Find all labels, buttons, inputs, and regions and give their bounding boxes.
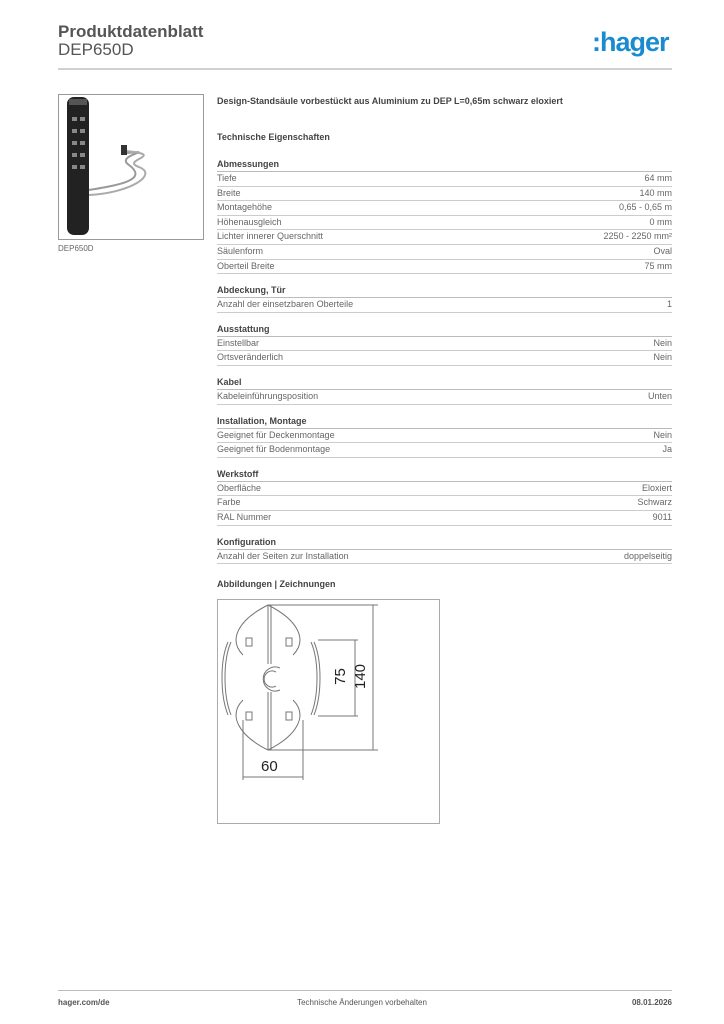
spec-row — [217, 496, 672, 511]
spec-value: Schwarz — [637, 497, 672, 508]
hager-logo: :hager — [592, 27, 669, 57]
spec-value: 2250 - 2250 mm² — [603, 231, 672, 242]
spec-sections — [217, 158, 672, 564]
spec-row — [217, 172, 672, 187]
spec-label: Ortsveränderlich — [217, 352, 284, 363]
spec-label: Oberteil Breite — [217, 260, 275, 271]
spec-label: Geeignet für Bodenmontage — [217, 444, 331, 455]
footer-website-link[interactable]: hager.com/de — [58, 998, 110, 1007]
drawings-heading: Abbildungen | Zeichnungen — [217, 579, 336, 589]
spec-row — [217, 337, 672, 352]
spec-section — [217, 468, 672, 526]
spec-row — [217, 260, 672, 275]
spec-value: doppelseitig — [623, 550, 672, 561]
section-heading: Ausstattung — [217, 323, 672, 337]
technical-drawing — [217, 599, 440, 824]
dimension-75: 75 — [331, 668, 349, 685]
spec-value: 75 mm — [644, 260, 672, 271]
spec-value: 140 mm — [639, 187, 672, 198]
spec-section — [217, 284, 672, 313]
page-title: Produktdatenblatt — [58, 22, 204, 41]
section-heading: Abmessungen — [217, 158, 672, 172]
spec-label: RAL Nummer — [217, 511, 272, 522]
product-code: DEP650D — [58, 40, 134, 59]
spec-label: Säulenform — [217, 245, 264, 256]
spec-content — [217, 96, 672, 574]
spec-section — [217, 376, 672, 405]
tech-heading: Technische Eigenschaften — [217, 132, 330, 142]
spec-value: 0 mm — [649, 216, 672, 227]
section-heading: Konfiguration — [217, 536, 672, 550]
spec-label: Geeignet für Deckenmontage — [217, 429, 335, 440]
spec-label: Oberfläche — [217, 482, 262, 493]
footer-date: 08.01.2026 — [631, 998, 672, 1007]
spec-label: Anzahl der einsetzbaren Oberteile — [217, 299, 354, 310]
spec-label: Kabeleinführungsposition — [217, 390, 319, 401]
spec-row — [217, 216, 672, 231]
spec-row — [217, 429, 672, 444]
spec-row — [217, 550, 672, 565]
dimension-60: 60 — [261, 758, 278, 775]
spec-value: 64 mm — [644, 173, 672, 183]
spec-section — [217, 323, 672, 366]
spec-label: Breite — [217, 187, 241, 198]
section-heading: Kabel — [217, 376, 672, 390]
spec-row — [217, 298, 672, 313]
spec-value: 9011 — [652, 511, 672, 522]
spec-label: Einstellbar — [217, 337, 260, 348]
spec-row — [217, 390, 672, 405]
spec-row — [217, 511, 672, 526]
spec-value: Eloxiert — [641, 482, 672, 493]
spec-row — [217, 230, 672, 245]
product-image — [58, 94, 204, 240]
spec-section — [217, 415, 672, 458]
spec-value: 0,65 - 0,65 m — [618, 202, 672, 213]
spec-row — [217, 482, 672, 497]
spec-label: Höhenausgleich — [217, 216, 282, 227]
spec-value: Oval — [653, 245, 672, 256]
spec-label: Farbe — [217, 497, 241, 508]
footer-disclaimer: Technische Änderungen vorbehalten — [297, 998, 427, 1007]
image-caption: DEP650D — [58, 244, 94, 253]
spec-value: Unten — [647, 390, 672, 401]
section-heading: Werkstoff — [217, 468, 672, 482]
footer-divider — [58, 990, 672, 991]
spec-label: Tiefe — [217, 173, 237, 183]
spec-row — [217, 245, 672, 260]
spec-row — [217, 187, 672, 202]
dimension-140: 140 — [352, 663, 370, 690]
spec-label: Lichter innerer Querschnitt — [217, 231, 324, 242]
spec-label: Anzahl der Seiten zur Installation — [217, 550, 349, 561]
spec-value: Nein — [653, 352, 672, 363]
header-divider — [58, 68, 672, 70]
spec-value: Ja — [662, 444, 672, 455]
spec-label: Montagehöhe — [217, 202, 273, 213]
spec-section — [217, 158, 672, 274]
product-title: Design-Standsäule vorbestückt aus Aluminium zu DEP L=0,65m schwarz eloxiert — [217, 96, 563, 106]
spec-row — [217, 201, 672, 216]
spec-section — [217, 536, 672, 565]
spec-value: Nein — [653, 337, 672, 348]
spec-value: 1 — [666, 299, 672, 310]
spec-row — [217, 443, 672, 458]
section-heading: Abdeckung, Tür — [217, 284, 672, 298]
spec-row — [217, 351, 672, 366]
spec-value: Nein — [653, 429, 672, 440]
section-heading: Installation, Montage — [217, 415, 672, 429]
